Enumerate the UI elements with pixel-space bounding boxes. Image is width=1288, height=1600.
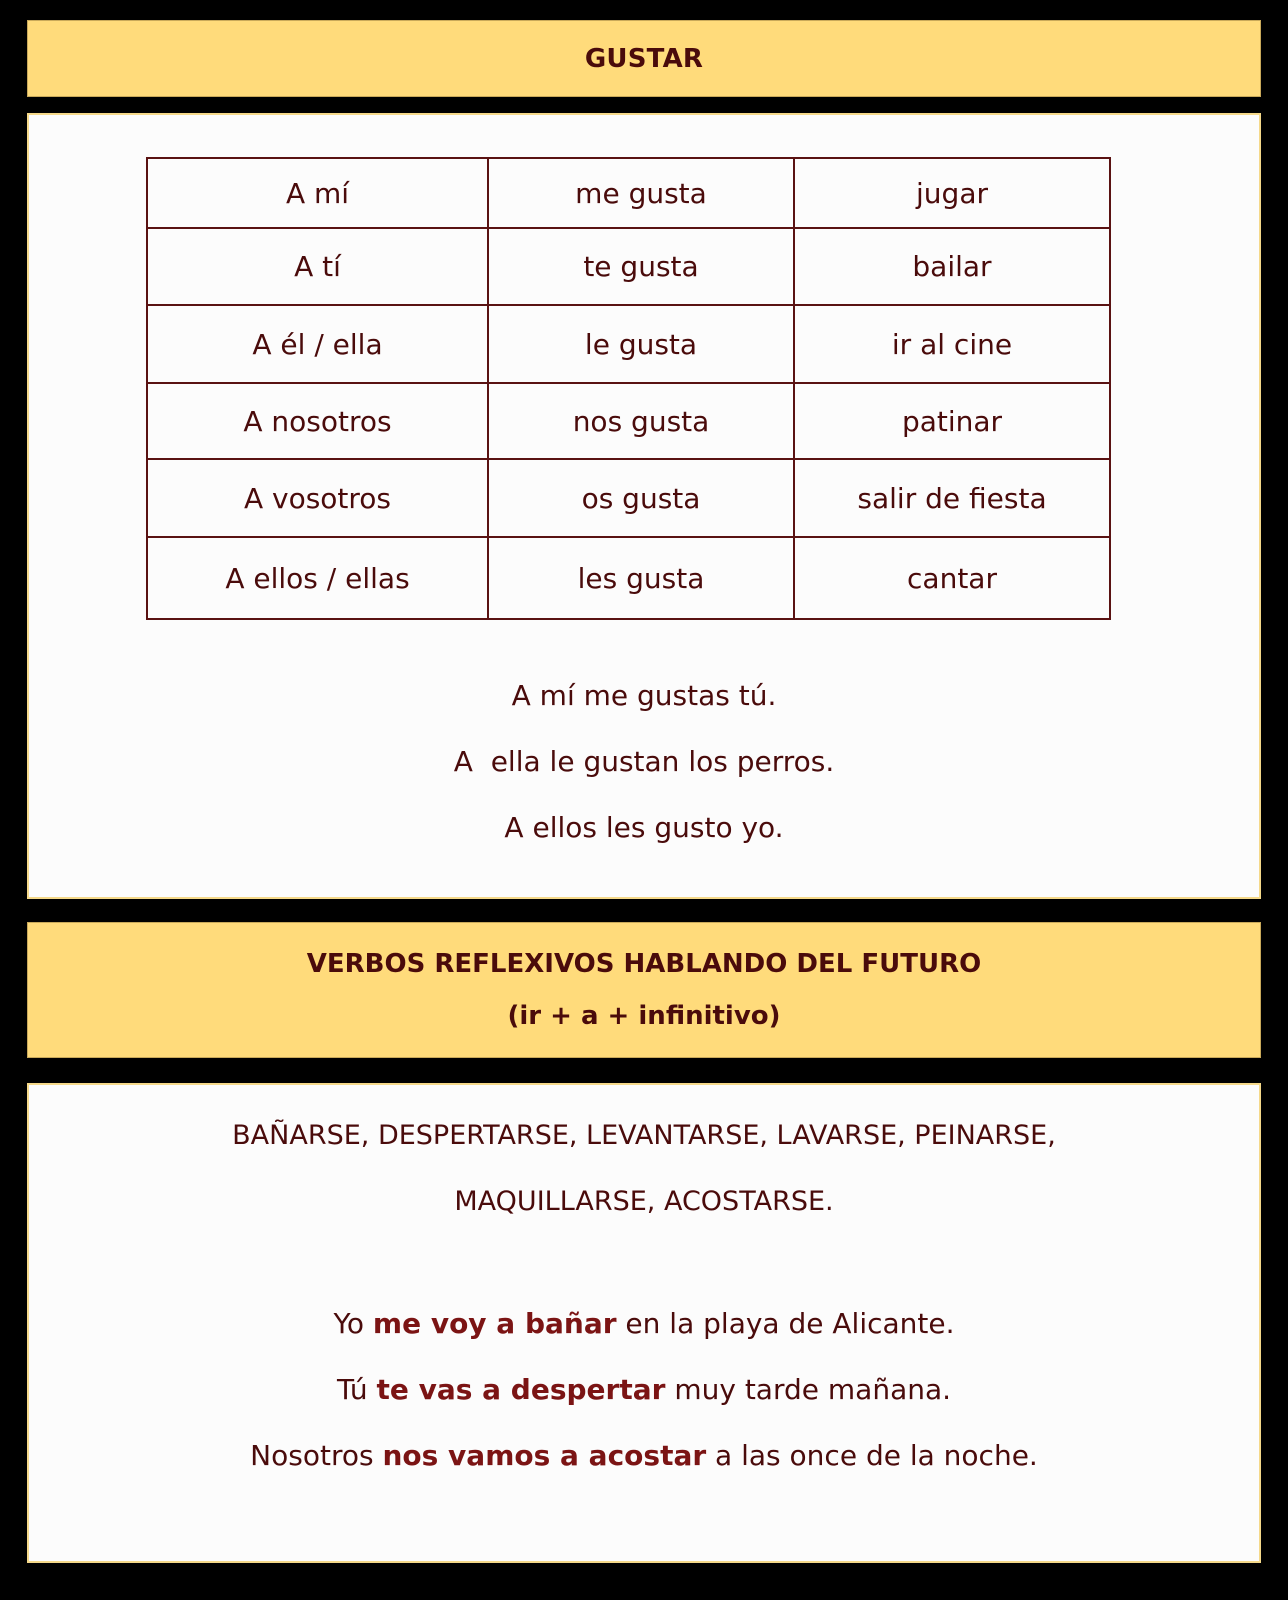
activity-cell: salir de fiesta [794, 459, 1110, 537]
gustar-title: GUSTAR [584, 43, 704, 74]
highlighted-verb-phrase: me voy a bañar [372, 1307, 617, 1340]
pronoun-cell: A tí [147, 228, 488, 305]
example-sentence [29, 1423, 1259, 1489]
sentence-rest: muy tarde mañana. [665, 1373, 952, 1406]
activity-cell: jugar [794, 158, 1110, 228]
table-row [147, 305, 1110, 383]
sentence-subject: Nosotros [250, 1439, 383, 1472]
pronoun-cell: A nosotros [147, 383, 488, 459]
gustar-conjugation-table [146, 157, 1111, 620]
verb-cell: nos gusta [488, 383, 794, 459]
table-row [147, 228, 1110, 305]
example-sentence [29, 1357, 1259, 1423]
example-sentence: A mí me gustas tú. [511, 679, 777, 712]
example-sentence [29, 1291, 1259, 1357]
pronoun-cell: A ellos / ellas [147, 537, 488, 619]
table-row [147, 383, 1110, 459]
table-row [147, 459, 1110, 537]
example-sentence: A ellos les gusto yo. [504, 811, 784, 844]
sentence-subject: Tú [336, 1373, 377, 1406]
pronoun-cell: A él / ella [147, 305, 488, 383]
activity-cell: cantar [794, 537, 1110, 619]
sentence-subject: Yo [333, 1307, 373, 1340]
verb-cell: os gusta [488, 459, 794, 537]
activity-cell: patinar [794, 383, 1110, 459]
verbs-line: MAQUILLARSE, ACOSTARSE. [454, 1186, 834, 1217]
table-row [147, 537, 1110, 619]
reflexive-examples [29, 1291, 1259, 1489]
reflexive-verbs-list [29, 1103, 1259, 1235]
verb-cell: te gusta [488, 228, 794, 305]
gustar-panel [27, 113, 1261, 899]
highlighted-verb-phrase: nos vamos a acostar [382, 1439, 707, 1472]
activity-cell: bailar [794, 228, 1110, 305]
reflexive-verbs-panel [27, 1083, 1261, 1563]
verbs-line: BAÑARSE, DESPERTARSE, LEVANTARSE, LAVARSE, PEINARSE, [232, 1120, 1056, 1151]
pronoun-cell: A mí [147, 158, 488, 228]
verb-cell: les gusta [488, 537, 794, 619]
highlighted-verb-phrase: te vas a despertar [376, 1373, 666, 1406]
table-row [147, 158, 1110, 228]
gustar-header [27, 20, 1261, 97]
verb-cell: me gusta [488, 158, 794, 228]
sentence-rest: a las once de la noche. [706, 1439, 1038, 1472]
example-sentence: A ella le gustan los perros. [453, 745, 835, 778]
gustar-examples [29, 663, 1259, 861]
sentence-rest: en la playa de Alicante. [616, 1307, 955, 1340]
reflexive-verbs-header [27, 922, 1261, 1058]
reflexive-verbs-title: VERBOS REFLEXIVOS HABLANDO DEL FUTURO [306, 949, 982, 979]
activity-cell: ir al cine [794, 305, 1110, 383]
pronoun-cell: A vosotros [147, 459, 488, 537]
verb-cell: le gusta [488, 305, 794, 383]
reflexive-verbs-subtitle: (ir + a + infinitivo) [507, 1001, 781, 1031]
